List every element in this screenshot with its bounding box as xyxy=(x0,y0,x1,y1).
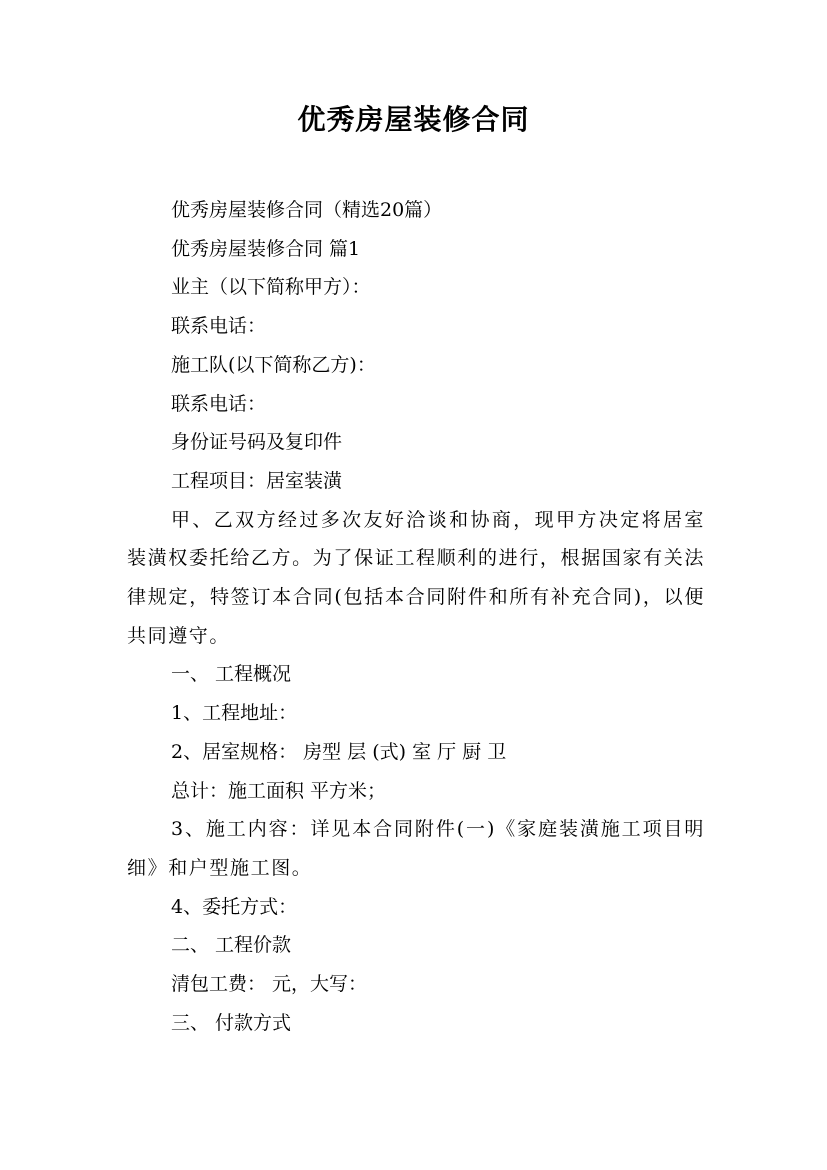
id-card-field: 身份证号码及复印件 xyxy=(171,431,343,454)
area-total-field: 总计：施工面积 平方米； xyxy=(171,779,387,802)
owner-field: 业主（以下简称甲方）： xyxy=(171,276,371,299)
section-heading-overview: 一、 工程概况 xyxy=(171,663,292,686)
project-field: 工程项目：居室装潢 xyxy=(171,469,343,492)
section-heading-payment: 三、 付款方式 xyxy=(171,1011,292,1034)
section-heading-price: 二、 工程价款 xyxy=(171,934,292,957)
owner-phone-field: 联系电话： xyxy=(171,315,267,338)
contractor-phone-field: 联系电话： xyxy=(171,392,267,415)
address-field: 1、工程地址： xyxy=(171,702,298,725)
section-heading: 优秀房屋装修合同 篇1 xyxy=(171,237,361,260)
agreement-paragraph: 甲、乙双方经过多次友好洽谈和协商，现甲方决定将居室装潢权委托给乙方。为了保证工程顺利的进行，根据国家有关法律规定，特签订本合同(包括本合同附件和所有补充合同)，以便共同遵守。 xyxy=(127,508,705,647)
subtitle-line: 优秀房屋装修合同（精选20篇） xyxy=(171,199,443,221)
construction-content-paragraph: 3、施工内容：详见本合同附件(一)《家庭装潢施工项目明细》和户型施工图。 xyxy=(127,818,705,879)
labor-fee-field: 清包工费： 元，大写： xyxy=(171,973,368,996)
delegation-field: 4、委托方式： xyxy=(171,895,298,918)
document-body xyxy=(127,191,705,1042)
document-title: 优秀房屋装修合同 xyxy=(297,103,530,136)
contractor-field: 施工队(以下简称乙方)： xyxy=(171,353,376,376)
room-spec-field: 2、居室规格： 房型 层 (式) 室 厅 厨 卫 xyxy=(171,740,507,763)
